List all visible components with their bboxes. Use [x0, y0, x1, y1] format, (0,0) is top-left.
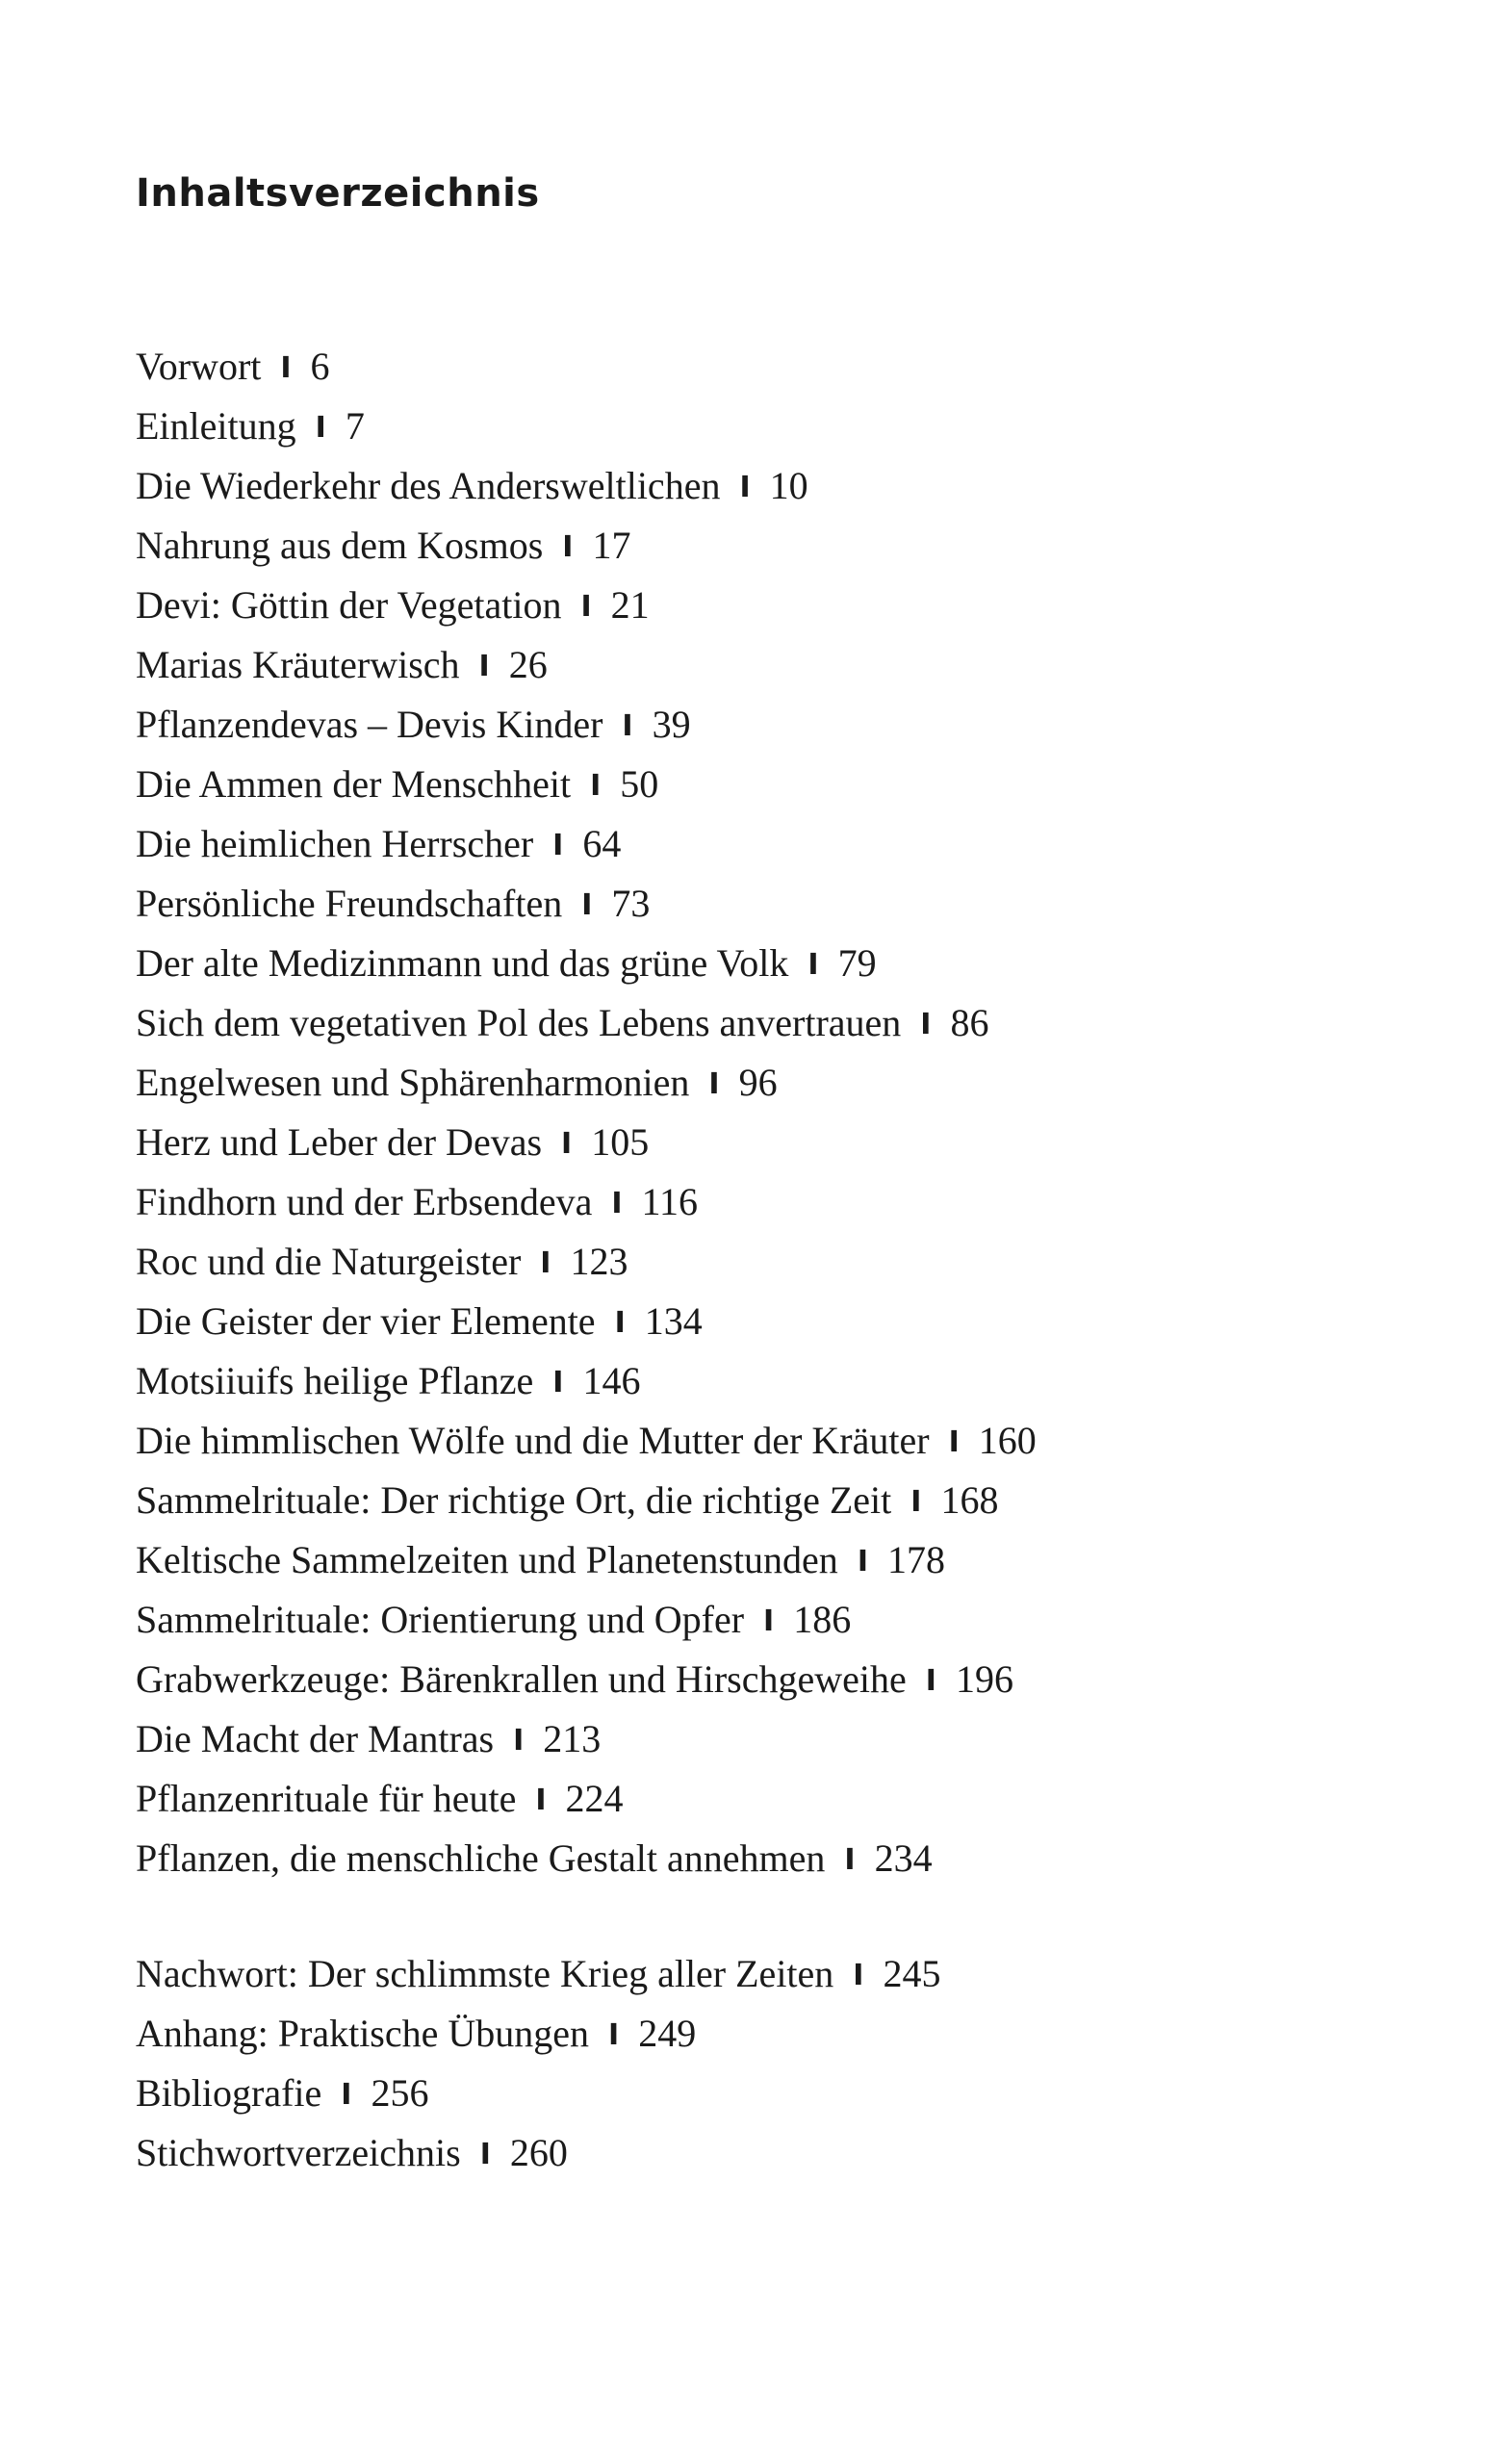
entry-page-number: 224: [565, 1777, 624, 1820]
toc-entry: [136, 1292, 1037, 1351]
entry-page-number: 105: [591, 1120, 650, 1164]
entry-title: Devi: Göttin der Vegetation: [136, 583, 562, 627]
toc-entry: [136, 1829, 1037, 1888]
entry-separator: I: [614, 1306, 626, 1340]
entry-page-number: 123: [570, 1240, 628, 1283]
entry-separator: I: [622, 709, 633, 743]
toc-entry: [136, 1113, 1037, 1172]
entry-page-number: 256: [371, 2071, 429, 2115]
entry-title: Pflanzenrituale für heute: [136, 1777, 517, 1820]
entry-page-number: 168: [940, 1478, 999, 1522]
entry-title: Sammelrituale: Orientierung und Opfer: [136, 1598, 745, 1641]
toc-entry: [136, 576, 1037, 635]
entry-separator: I: [581, 888, 593, 922]
entry-title: Herz und Leber der Devas: [136, 1120, 543, 1164]
entry-title: Nachwort: Der schlimmste Krieg aller Zeiten: [136, 1952, 834, 1995]
entry-separator: I: [580, 590, 592, 624]
entry-page-number: 146: [582, 1359, 641, 1402]
entry-separator: I: [552, 1366, 564, 1399]
entry-separator: I: [920, 1008, 932, 1041]
entry-title: Die himmlischen Wölfe und die Mutter der Kräuter: [136, 1419, 930, 1462]
entry-title: Die heimlichen Herrscher: [136, 822, 534, 865]
toc-entry: [136, 993, 1037, 1053]
entry-title: Findhorn und der Erbsendeva: [136, 1180, 593, 1223]
entry-title: Persönliche Freundschaften: [136, 882, 563, 925]
entry-separator: I: [478, 650, 490, 683]
entry-separator: I: [540, 1246, 551, 1280]
entry-page-number: 134: [644, 1299, 703, 1343]
toc-entry: [136, 1232, 1037, 1292]
entry-separator: I: [513, 1724, 525, 1758]
toc-entry: [136, 814, 1037, 874]
entry-title: Einleitung: [136, 404, 296, 448]
toc-entry: [136, 1769, 1037, 1829]
entry-title: Sich dem vegetativen Pol des Lebens anvertrauen: [136, 1001, 902, 1044]
chapter-list: [136, 337, 1037, 1888]
entry-page-number: 79: [837, 941, 877, 985]
entry-page-number: 186: [793, 1598, 852, 1641]
entry-title: Pflanzen, die menschliche Gestalt annehmen: [136, 1836, 826, 1880]
entry-separator: I: [608, 2018, 620, 2052]
entry-separator: I: [341, 2078, 352, 2112]
entry-separator: I: [535, 1784, 547, 1817]
entry-separator: I: [763, 1604, 775, 1638]
entry-separator: I: [280, 351, 292, 385]
entry-page-number: 7: [345, 404, 365, 448]
entry-title: Anhang: Praktische Übungen: [136, 2012, 590, 2055]
entry-separator: I: [562, 530, 574, 564]
entry-separator: I: [948, 1425, 960, 1459]
entry-separator: I: [807, 948, 819, 982]
entry-title: Die Macht der Mantras: [136, 1717, 495, 1760]
entry-page-number: 213: [543, 1717, 602, 1760]
entry-page-number: 116: [641, 1180, 699, 1223]
entry-page-number: 39: [652, 703, 691, 746]
appendix-list: [136, 1944, 940, 2183]
entry-page-number: 96: [738, 1061, 778, 1104]
entry-page-number: 10: [769, 464, 808, 507]
entry-title: Die Ammen der Menschheit: [136, 762, 572, 806]
entry-separator: I: [315, 411, 326, 445]
entry-title: Roc und die Naturgeister: [136, 1240, 522, 1283]
toc-entry: [136, 1053, 1037, 1113]
entry-title: Vorwort: [136, 345, 262, 388]
entry-title: Motsiiuifs heilige Pflanze: [136, 1359, 534, 1402]
entry-title: Bibliografie: [136, 2071, 322, 2115]
entry-title: Der alte Medizinmann und das grüne Volk: [136, 941, 789, 985]
toc-entry: [136, 456, 1037, 516]
toc-entry: [136, 755, 1037, 814]
toc-entry: [136, 1351, 1037, 1411]
entry-separator: I: [857, 1545, 868, 1578]
toc-entry: [136, 337, 1037, 397]
entry-title: Marias Kräuterwisch: [136, 643, 460, 686]
toc-entry: [136, 2004, 940, 2064]
entry-page-number: 26: [508, 643, 548, 686]
entry-page-number: 6: [310, 345, 330, 388]
entry-separator: I: [853, 1959, 864, 1992]
toc-entry: [136, 1471, 1037, 1530]
entry-page-number: 245: [883, 1952, 941, 1995]
entry-page-number: 196: [955, 1657, 1013, 1701]
entry-separator: I: [925, 1664, 936, 1698]
entry-page-number: 260: [509, 2131, 568, 2174]
toc-entry: [136, 516, 1037, 576]
toc-entry: [136, 635, 1037, 695]
toc-entry: [136, 2123, 940, 2183]
entry-title: Nahrung aus dem Kosmos: [136, 524, 544, 567]
entry-title: Die Geister der vier Elemente: [136, 1299, 596, 1343]
entry-separator: I: [561, 1127, 573, 1161]
toc-entry: [136, 1411, 1037, 1471]
entry-title: Sammelrituale: Der richtige Ort, die richtige Zeit: [136, 1478, 892, 1522]
toc-entry: [136, 695, 1037, 755]
entry-separator: I: [910, 1485, 922, 1519]
toc-entry: [136, 1709, 1037, 1769]
entry-title: Engelwesen und Sphärenharmonien: [136, 1061, 690, 1104]
entry-page-number: 17: [592, 524, 631, 567]
entry-page-number: 234: [874, 1836, 933, 1880]
entry-separator: I: [739, 471, 751, 504]
entry-page-number: 21: [610, 583, 650, 627]
entry-separator: I: [590, 769, 602, 803]
entry-separator: I: [552, 829, 564, 862]
entry-page-number: 249: [638, 2012, 697, 2055]
toc-entry: [136, 1172, 1037, 1232]
toc-heading: Inhaltsverzeichnis: [136, 171, 540, 216]
toc-entry: [136, 2064, 940, 2123]
entry-page-number: 178: [886, 1538, 945, 1581]
entry-title: Stichwortverzeichnis: [136, 2131, 461, 2174]
toc-entry: [136, 1530, 1037, 1590]
entry-separator: I: [479, 2138, 491, 2171]
entry-page-number: 86: [950, 1001, 989, 1044]
entry-separator: I: [708, 1067, 720, 1101]
entry-page-number: 50: [620, 762, 659, 806]
entry-page-number: 73: [611, 882, 651, 925]
toc-entry: [136, 1590, 1037, 1650]
entry-title: Keltische Sammelzeiten und Planetenstunden: [136, 1538, 838, 1581]
entry-title: Die Wiederkehr des Andersweltlichen: [136, 464, 721, 507]
entry-title: Grabwerkzeuge: Bärenkrallen und Hirschgeweihe: [136, 1657, 907, 1701]
toc-entry: [136, 1650, 1037, 1709]
entry-separator: I: [611, 1187, 623, 1220]
entry-page-number: 64: [582, 822, 622, 865]
entry-page-number: 160: [978, 1419, 1037, 1462]
entry-title: Pflanzendevas – Devis Kinder: [136, 703, 603, 746]
toc-entry: [136, 874, 1037, 934]
toc-entry: [136, 1944, 940, 2004]
entry-separator: I: [844, 1843, 856, 1877]
toc-entry: [136, 397, 1037, 456]
toc-entry: [136, 934, 1037, 993]
